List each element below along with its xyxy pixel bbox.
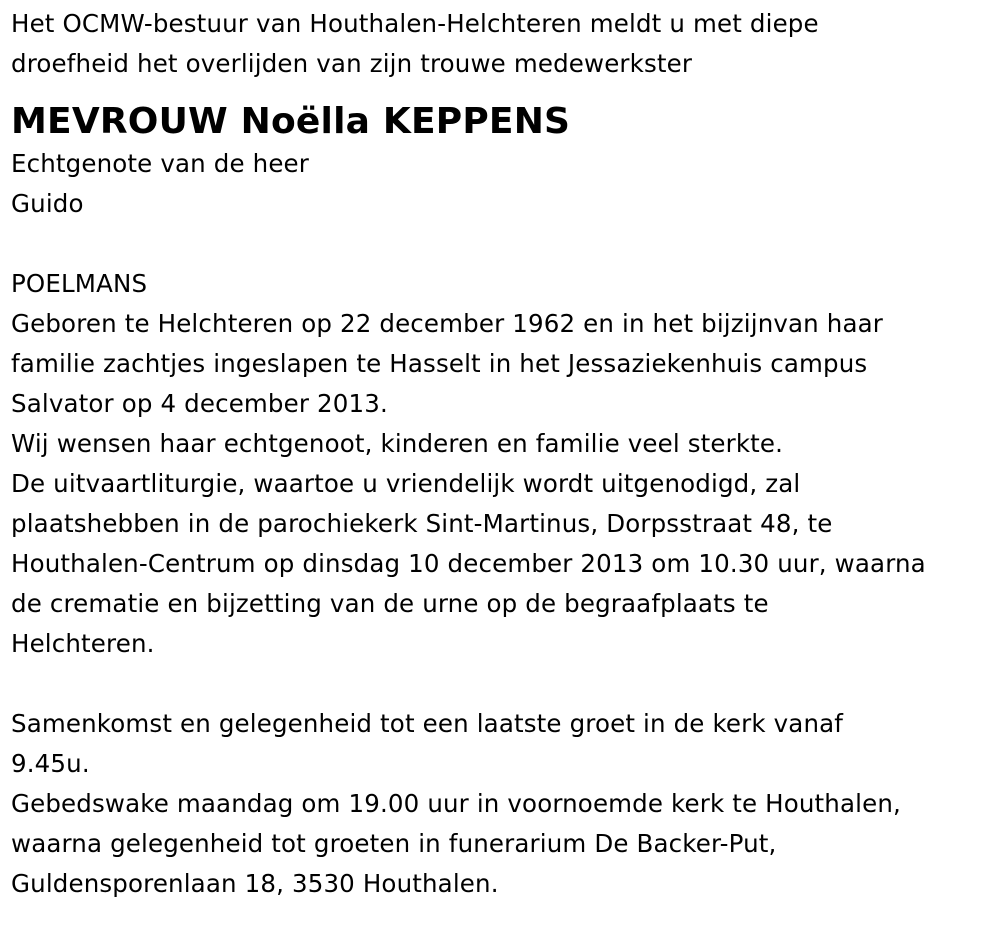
gathering-line: waarna gelegenheid tot groeten in funerarium De Backer-Put, [11, 829, 777, 858]
body-line: Wij wensen haar echtgenoot, kinderen en familie veel sterkte. [11, 429, 784, 458]
gathering-line: Guldensporenlaan 18, 3530 Houthalen. [11, 869, 499, 898]
body-line: plaatshebben in de parochiekerk Sint-Martinus, Dorpsstraat 48, te [11, 509, 833, 538]
body-line: Helchteren. [11, 629, 155, 658]
deceased-name-heading: MEVROUW Noëlla KEPPENS [11, 101, 571, 142]
gathering-line: 9.45u. [11, 749, 90, 778]
body-line: Salvator op 4 december 2013. [11, 389, 388, 418]
intro-line: Het OCMW-bestuur van Houthalen-Helchteren meldt u met diepe [11, 9, 819, 38]
body-line: De uitvaartliturgie, waartoe u vriendelijk wordt uitgenodigd, zal [11, 469, 801, 498]
body-paragraph [11, 304, 1000, 664]
body-line: Houthalen-Centrum op dinsdag 10 december 2013 om 10.30 uur, waarna [11, 549, 926, 578]
gathering-line: Gebedswake maandag om 19.00 uur in voornoemde kerk te Houthalen, [11, 789, 901, 818]
intro-paragraph [11, 4, 1000, 84]
spouse-line: Guido [11, 189, 84, 218]
blank-line [11, 224, 1000, 264]
gathering-line: Samenkomst en gelegenheid tot een laatste groet in de kerk vanaf [11, 709, 844, 738]
body-line: familie zachtjes ingeslapen te Hasselt in het Jessaziekenhuis campus [11, 349, 868, 378]
gathering-paragraph [11, 704, 1000, 904]
body-line: de crematie en bijzetting van de urne op de begraafplaats te [11, 589, 769, 618]
spouse-section [11, 144, 1000, 304]
spouse-surname: POELMANS [11, 269, 148, 298]
body-line: Geboren te Helchteren op 22 december 1962 en in het bijzijnvan haar [11, 309, 884, 338]
blank-line [11, 664, 1000, 704]
intro-line: droefheid het overlijden van zijn trouwe medewerkster [11, 49, 693, 78]
spouse-line: Echtgenote van de heer [11, 149, 309, 178]
